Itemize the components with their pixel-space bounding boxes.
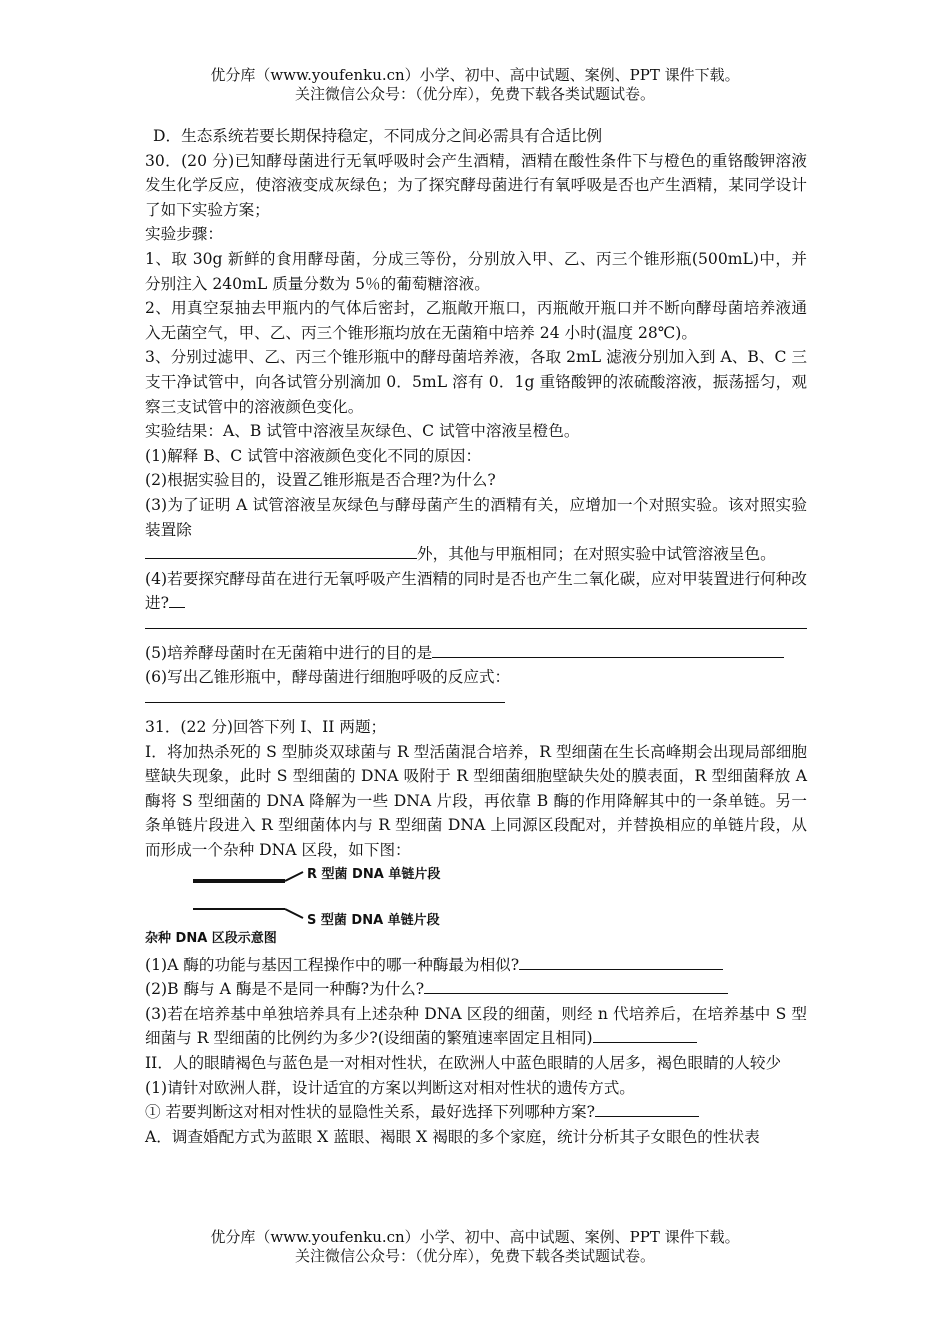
q30-sub-3-cont: [145, 542, 807, 567]
answer-blank[interactable]: [593, 1026, 697, 1043]
r-strand-label: R 型菌 DNA 单链片段: [307, 866, 441, 882]
q30-sub-3-text: 外，其他与甲瓶相同；在对照实验中试管溶液呈色。: [417, 545, 776, 564]
q30-step-3: 3、分别过滤甲、乙、丙三个锥形瓶中的酵母菌培养液，各取 2mL 滤液分别加入到 A、B、C 三支干净试管中，向各试管分别滴加 0．5mL 溶有 0．1g 重铬酸钾的浓硫酸溶液，振荡摇匀，观察三支试管中的溶液颜色变化。: [145, 348, 807, 416]
page-footer: [0, 1228, 950, 1266]
q30-intro: 30．(20 分)已知酵母菌进行无氧呼吸时会产生酒精，酒精在酸性条件下与橙色的重铬酸钾溶液发生化学反应，使溶液变成灰绿色；为了探究酵母菌进行有氧呼吸是否也产生酒精，某同学设计了如下实验方案；: [145, 151, 807, 219]
s-strand-label: S 型菌 DNA 单链片段: [307, 912, 440, 928]
q30-sub-2: (2)根据实验目的，设置乙锥形瓶是否合理?为什么?: [145, 471, 496, 490]
q29-option-d: D．生态系统若要长期保持稳定，不同成分之间必需具有合适比例: [153, 127, 603, 145]
s-strand-tail: [285, 909, 303, 918]
q30-step-2: 2、用真空泵抽去甲瓶内的气体后密封，乙瓶敞开瓶口，丙瓶敞开瓶口并不断向酵母菌培养液通入无菌空气，甲、乙、丙三个锥形瓶均放在无菌箱中培养 24 小时(温度 28℃)。: [145, 299, 807, 342]
hybrid-dna-figure: [145, 865, 475, 945]
answer-blank[interactable]: [432, 641, 784, 658]
q31-intro: 31．(22 分)回答下列 I、II 两题；: [145, 718, 387, 737]
q31-option-a: A．调查婚配方式为蓝眼 X 蓝眼、褐眼 X 褐眼的多个家庭，统计分析其子女眼色的性状表: [145, 1127, 760, 1146]
q31-p2-q1: [145, 1100, 807, 1125]
page-header: [0, 66, 950, 104]
q30-steps-title: 实验步骤：: [145, 225, 223, 244]
footer-line-2: 关注微信公众号：（优分库），免费下载各类试题试卷。: [294, 1247, 655, 1265]
header-line-1: 优分库（www.youfenku.cn）小学、初中、高中试题、案例、PPT 课件下载。: [210, 66, 740, 84]
q31-sub-3: [145, 1002, 807, 1051]
answer-blank[interactable]: [519, 953, 723, 970]
answer-blank[interactable]: [595, 1100, 699, 1117]
document-body: [145, 124, 807, 1149]
q31-sub-3-text: (3)若在培养基中单独培养具有上述杂种 DNA 区段的细菌，则经 n 代培养后，在培养基中 S 型细菌与 R 型细菌的比例约为多少?(设细菌的繁殖速率固定且相同): [145, 1004, 807, 1048]
q30-sub-1: (1)解释 B、C 试管中溶液颜色变化不同的原因：: [145, 446, 482, 465]
q31-part-2: II．人的眼睛褐色与蓝色是一对相对性状，在欧洲人中蓝色眼睛的人居多，褐色眼睛的人较少: [145, 1054, 782, 1072]
footer-line-1: 优分库（www.youfenku.cn）小学、初中、高中试题、案例、PPT 课件下载。: [210, 1228, 740, 1246]
figure-caption: 杂种 DNA 区段示意图: [145, 930, 277, 946]
answer-line[interactable]: [145, 616, 807, 629]
q30-sub-6: (6)写出乙锥形瓶中，酵母菌进行细胞呼吸的反应式：: [145, 668, 511, 687]
answer-blank[interactable]: [145, 542, 417, 559]
answer-blank[interactable]: [169, 591, 185, 608]
q31-part-1: I．将加热杀死的 S 型肺炎双球菌与 R 型活菌混合培养，R 型细菌在生长高峰期会出现局部细胞壁缺失现象，此时 S 型细菌的 DNA 吸附于 R 型细菌细胞壁缺失处的膜表面，R 型细菌释放 A 酶将 S 型细菌的 DNA 降解为一些 DNA 片段，再依靠 B 酶的作用降解其中的一条单链。另一条单链片段进入 R 型细菌体内与 R 型细菌 DNA 上同源区段配对，并替换相应的单链片段，从而形成一个杂种 DNA 区段，如下图：: [145, 742, 807, 860]
q30-sub-5: [145, 641, 807, 666]
q31-sub-2: [145, 977, 807, 1002]
answer-blank[interactable]: [424, 977, 728, 994]
answer-line[interactable]: [145, 690, 505, 703]
q30-result: 实验结果：A、B 试管中溶液呈灰绿色、C 试管中溶液呈橙色。: [145, 422, 580, 441]
q31-sub-1: [145, 953, 807, 978]
header-line-2: 关注微信公众号：（优分库），免费下载各类试题试卷。: [294, 85, 655, 103]
q31-sub-1-text: (1)A 酶的功能与基因工程操作中的哪一种酶最为相似?: [145, 955, 520, 974]
q30-sub-5-text: (5)培养酵母菌时在无菌箱中进行的目的是: [145, 643, 433, 662]
q31-p2-sub-1: (1)请针对欧洲人群，设计适宜的方案以判断这对相对性状的遗传方式。: [145, 1078, 635, 1097]
q30-sub-4-text: (4)若要探究酵母苗在进行无氧呼吸产生酒精的同时是否也产生二氧化碳，应对甲装置进行何种改进?: [145, 569, 807, 613]
q30-step-1: 1、取 30g 新鲜的食用酵母菌，分成三等份，分别放入甲、乙、丙三个锥形瓶(500mL)中，并分别注入 240mL 质量分数为 5％的葡萄糖溶液。: [145, 249, 807, 293]
q31-p2-q1-text: ① 若要判断这对相对性状的显隐性关系，最好选择下列哪种方案?: [145, 1103, 595, 1122]
q31-sub-2-text: (2)B 酶与 A 酶是不是同一种酶?为什么?: [145, 980, 425, 999]
r-strand-tail: [285, 872, 303, 881]
q30-sub-4: [145, 567, 807, 616]
q30-sub-3: (3)为了证明 A 试管溶液呈灰绿色与酵母菌产生的酒精有关，应增加一个对照实验。该对照实验装置除: [145, 495, 807, 539]
